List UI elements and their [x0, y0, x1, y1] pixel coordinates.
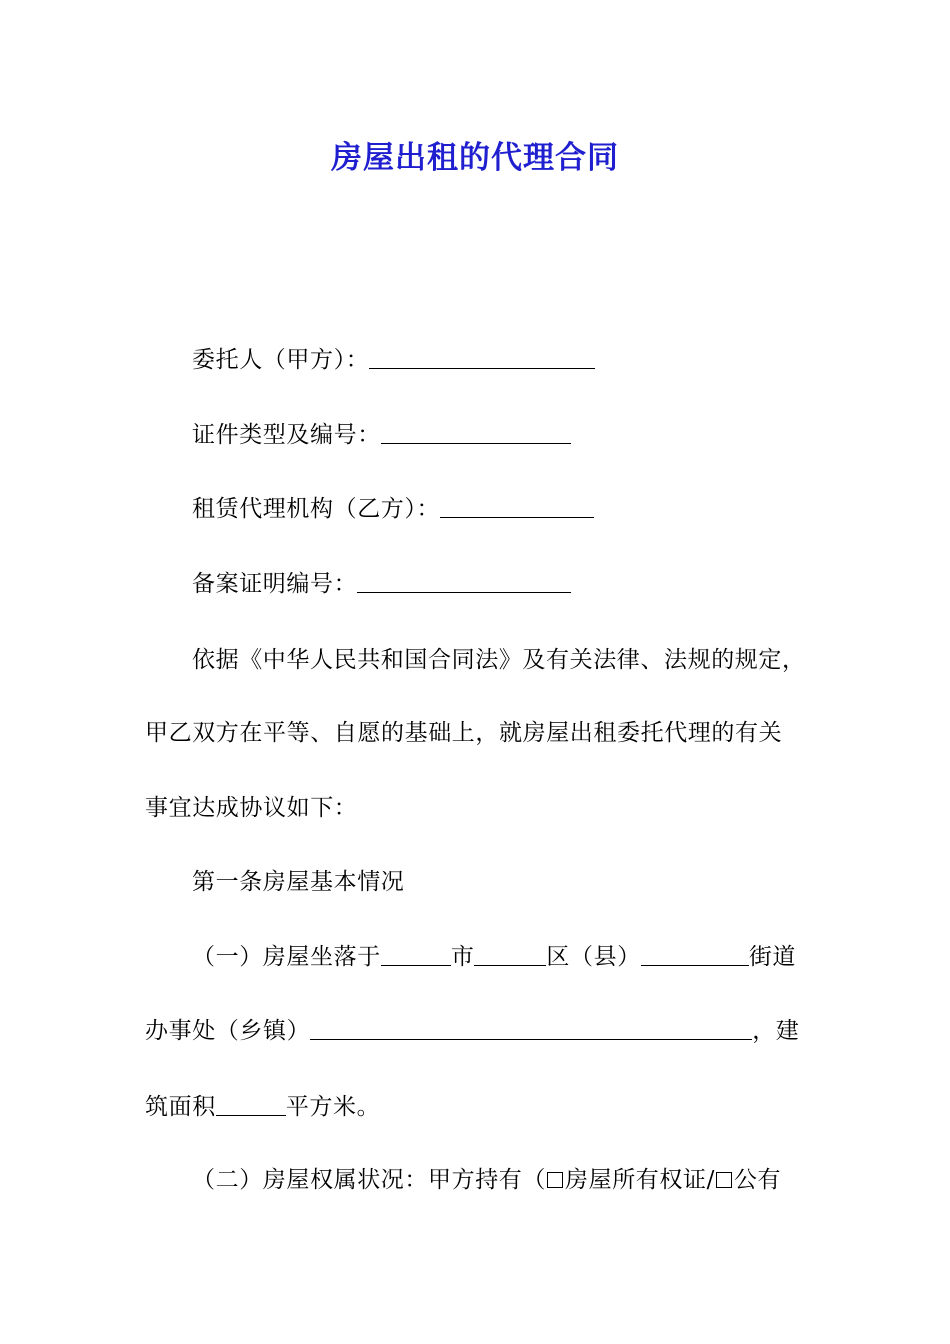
article-1-item-1-line-1: [192, 942, 796, 972]
item1-city: 市: [450, 944, 475, 970]
district-blank[interactable]: [474, 943, 546, 966]
principal-label: 委托人（甲方）：: [192, 347, 370, 373]
id-blank[interactable]: [381, 421, 571, 444]
article-1-item-2-line-1: [192, 1165, 781, 1195]
filing-label: 备案证明编号：: [192, 571, 358, 597]
item1-area: 筑面积: [145, 1094, 216, 1120]
preamble-line-2: 甲乙双方在平等、自愿的基础上，就房屋出租委托代理的有关: [145, 720, 783, 746]
item1-unit: 平方米。: [285, 1094, 381, 1120]
agency-blank[interactable]: [440, 495, 594, 518]
principal-blank[interactable]: [369, 346, 595, 369]
id-label: 证件类型及编号：: [192, 422, 381, 448]
area-blank[interactable]: [216, 1093, 286, 1116]
agency-label: 租赁代理机构（乙方）：: [192, 496, 441, 522]
public-housing-checkbox[interactable]: [716, 1172, 732, 1188]
city-blank[interactable]: [381, 943, 451, 966]
principal-field: [192, 345, 595, 375]
item1-office: 办事处（乡镇）: [145, 1018, 311, 1044]
filing-field: [192, 569, 571, 599]
item2-option-1: 房屋所有权证/: [565, 1167, 715, 1193]
preamble-line-1: 依据《中华人民共和国合同法》及有关法律、法规的规定，: [192, 647, 806, 673]
document-title: 房屋出租的代理合同: [331, 140, 619, 176]
article-1-item-1-line-2: [145, 1016, 799, 1046]
item1-prefix: （一）房屋坐落于: [192, 944, 381, 970]
item1-district: 区（县）: [546, 944, 641, 970]
item2-option-2: 公有: [733, 1167, 782, 1193]
article-1-heading: 第一条房屋基本情况: [192, 869, 405, 895]
item1-street: 街道: [748, 944, 797, 970]
ownership-certificate-checkbox[interactable]: [547, 1172, 563, 1188]
street-blank[interactable]: [641, 943, 749, 966]
article-1-item-1-line-3: [145, 1092, 380, 1122]
filing-blank[interactable]: [357, 570, 571, 593]
agency-field: [192, 494, 594, 524]
id-field: [192, 420, 571, 450]
item2-prefix: （二）房屋权属状况：甲方持有（: [192, 1167, 546, 1193]
township-blank[interactable]: [310, 1017, 752, 1040]
item1-comma-build: ，建: [752, 1018, 800, 1044]
preamble-line-3: 事宜达成协议如下：: [145, 795, 358, 821]
